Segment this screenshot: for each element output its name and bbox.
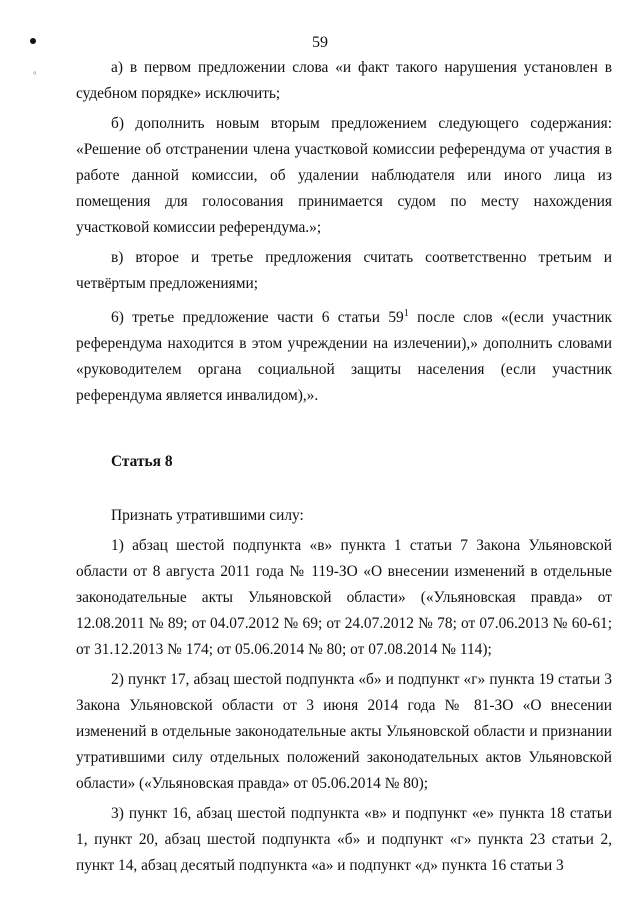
article-lead: Признать утратившими силу: <box>111 507 304 525</box>
paragraph-v: в) второе и третье предложения считать соответственно третьим и четвёртым предложениями; <box>76 249 612 292</box>
article-item-2: 2) пункт 17, абзац шестой подпункта «б» и подпункт «г» пункта 19 статьи 3 Закона Ульяновской области от 3 июня 2014 года № 81-ЗО «О внесении изменений в отдельные законодательные акты Ульяновской области и признании утратившими силу отдельных положений законодательных актов Ульяновской области» («Ульяновская правда» от 05.06.2014 № 80); <box>76 671 612 793</box>
paragraph-b: б) дополнить новым вторым предложением следующего содержания: «Решение об отстранении члена участковой комиссии референдума от участия в работе данной комиссии, об удалении наблюдателя или иного лица из помещения для голосования принимается судом по месту нахождения участковой комиссии референдума.»; <box>76 115 612 236</box>
article-heading: Статья 8 <box>111 453 173 471</box>
scan-artifact-mark: ° <box>33 70 37 80</box>
paragraph-6-superscript: 1 <box>403 308 409 319</box>
document-body <box>76 55 612 883</box>
paragraph-6-before: 6) третье предложение части 6 статьи 59 <box>111 309 404 327</box>
article-item-1: 1) абзац шестой подпункта «в» пункта 1 статьи 7 Закона Ульяновской области от 8 августа 2011 года № 119-ЗО «О внесении изменений в отдельные законодательные акты Ульяновской области» («Ульяновская правда» от 12.08.2011 № 89; от 04.07.2012 № 69; от 24.07.2012 № 78; от 07.06.2013 № 60-61; от 31.12.2013 № 174; от 05.06.2014 № 80; от 07.08.2014 № 114); <box>76 537 612 659</box>
page-number: 59 <box>312 34 328 51</box>
paragraph-a: а) в первом предложении слова «и факт такого нарушения установлен в судебном порядке» исключить; <box>76 59 612 102</box>
paragraph-6-after: после слов «(если участник референдума находится в этом учреждении на излечении),» дополнить словами «руководителем органа социальной защиты населения (если участник референдума является инвалидом),». <box>76 309 612 405</box>
article-item-3: 3) пункт 16, абзац шестой подпункта «в» и подпункт «е» пункта 18 статьи 1, пункт 20, абзац шестой подпункта «б» и подпункт «г» пункта 23 статьи 2, пункт 14, абзац десятый подпункта «а» и подпункт «д» пункта 16 статьи 3 <box>76 805 612 875</box>
paragraph-6 <box>76 301 612 409</box>
